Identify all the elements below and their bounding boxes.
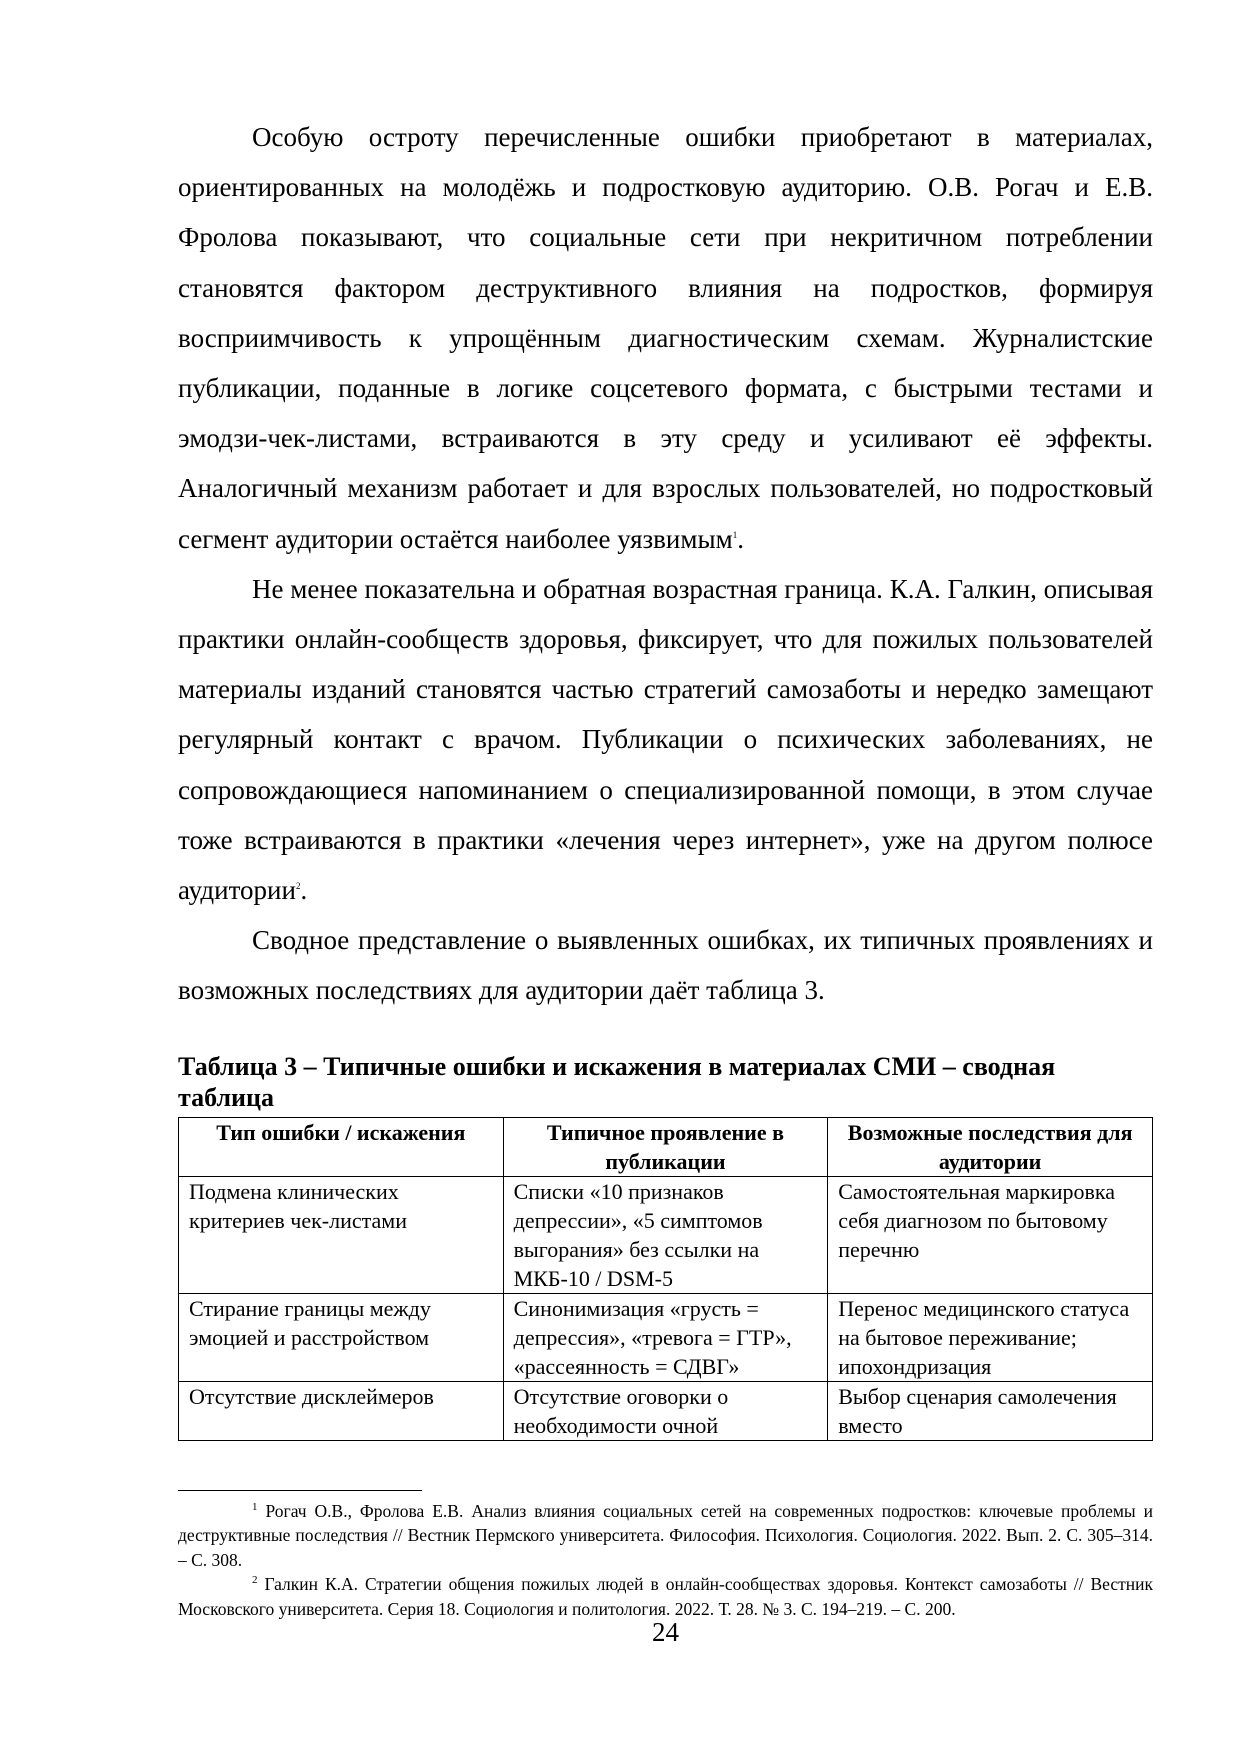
page-body — [178, 112, 1153, 1621]
table-header-row — [179, 1117, 1153, 1176]
footnotes — [178, 1499, 1153, 1622]
table-cell: Синонимизация «грусть = депрессия», «тревога = ГТР», «рассеянность = СДВГ» — [503, 1293, 828, 1381]
table-cell: Самостоятельная маркировка себя диагнозом по бытовому перечню — [828, 1176, 1153, 1293]
header-manifestation: Типичное проявление в публикации — [503, 1117, 828, 1176]
footnote-ref-1[interactable]: 1 — [732, 529, 738, 540]
footnote-separator — [178, 1490, 422, 1491]
errors-table — [178, 1117, 1153, 1441]
table-cell: Стирание границы между эмоцией и расстройством — [179, 1293, 504, 1381]
paragraph-1 — [178, 112, 1153, 564]
table-cell: Подмена клинических критериев чек-листами — [179, 1176, 504, 1293]
table-cell: Отсутствие оговорки о необходимости очной — [503, 1381, 828, 1440]
table-row — [179, 1176, 1153, 1293]
paragraph-3 — [178, 915, 1153, 1015]
paragraph-3-text: Сводное представление о выявленных ошибках, их типичных проявлениях и возможных последствиях для аудитории даёт таблица 3. — [178, 925, 1153, 1006]
table-row — [179, 1293, 1153, 1381]
footnote-1-text: Рогач О.В., Фролова Е.В. Анализ влияния социальных сетей на современных подростков: ключевые проблемы и деструктивные последствия // Вестник Пермского университета. Философия. Психология. Социология. 2022. Вып. 2. С. 305–314. – С. 308. — [178, 1500, 1154, 1570]
paragraph-2 — [178, 564, 1153, 915]
table-caption: Таблица 3 – Типичные ошибки и искажения в материалах СМИ – сводная таблица — [178, 1051, 1056, 1112]
header-error-type: Тип ошибки / искажения — [179, 1117, 504, 1176]
footnote-1 — [178, 1499, 1153, 1573]
paragraph-1-text: Особую остроту перечисленные ошибки приобретают в материалах, ориентированных на молодёжь и подростковую аудиторию. О.В. Рогач и Е.В. Фролова показывают, что социальные сети при некритичном потреблении становятся фактором деструктивного влияния на подростков, формируя восприимчивость к упрощённым диагностическим схемам. Журналистские публикации, поданные в логике соцсетевого формата, с быстрыми тестами и эмодзи-чек-листами, встраиваются в эту среду и усиливают её эффекты. Аналогичный механизм работает и для взрослых пользователей, но подростковый сегмент аудитории остаётся наиболее уязвимым — [178, 122, 1153, 554]
table-row — [179, 1381, 1153, 1440]
footnote-ref-2[interactable]: 2 — [295, 881, 301, 892]
footnote-2-number: 2 — [252, 1574, 258, 1587]
table-cell: Выбор сценария самолечения вместо — [828, 1381, 1153, 1440]
footnote-2 — [178, 1572, 1153, 1621]
table-container — [178, 1117, 1153, 1466]
table-cell: Отсутствие дисклеймеров — [179, 1381, 504, 1440]
header-consequences: Возможные последствия для аудитории — [828, 1117, 1153, 1176]
paragraph-2-text: Не менее показательна и обратная возрастная граница. К.А. Галкин, описывая практики онлайн-сообществ здоровья, фиксирует, что для пожилых пользователей материалы изданий становятся частью стратегий самозаботы и нередко замещают регулярный контакт с врачом. Публикации о психических заболеваниях, не сопровождающиеся напоминанием о специализированной помощи, в этом случае тоже встраиваются в практики «лечения через интернет», уже на другом полюсе аудитории — [178, 573, 1153, 906]
table-cell: Списки «10 признаков депрессии», «5 симптомов выгорания» без ссылки на МКБ-10 / DSM-5 — [503, 1176, 828, 1293]
table-cell: Перенос медицинского статуса на бытовое переживание; ипохондризация — [828, 1293, 1153, 1381]
footnote-1-number: 1 — [252, 1500, 258, 1513]
paragraph-2-end: . — [300, 875, 308, 906]
footnote-2-text: Галкин К.А. Стратегии общения пожилых людей в онлайн-сообществах здоровья. Контекст самозаботы // Вестник Московского университета. Серия 18. Социология и политология. 2022. Т. 28. № 3. С. 194–219. – С. 200. — [178, 1574, 1153, 1619]
paragraph-1-end: . — [737, 523, 744, 554]
page-number: 24 — [652, 1617, 679, 1647]
